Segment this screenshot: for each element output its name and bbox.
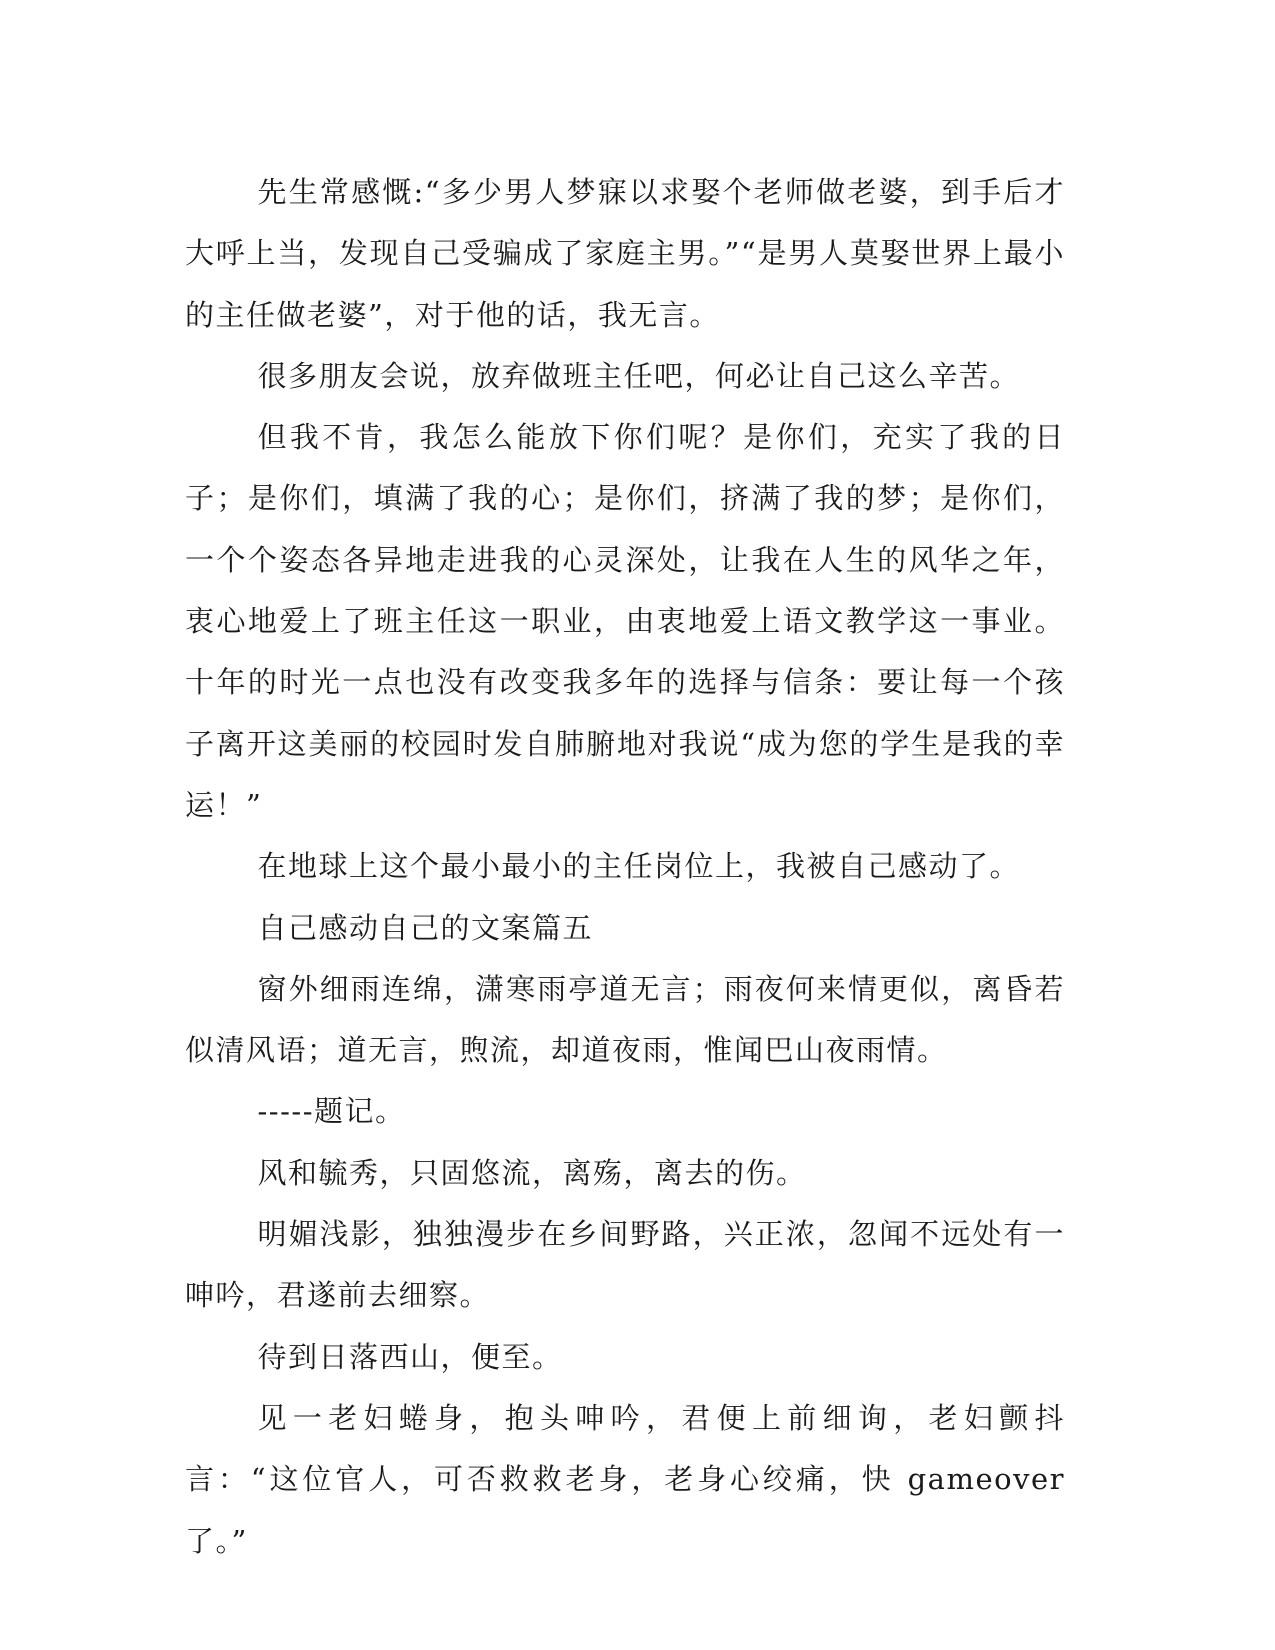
- section-heading: 自己感动自己的文案篇五: [257, 910, 594, 945]
- paragraph-6: 风和毓秀，只固悠流，离殇，离去的伤。: [257, 1155, 807, 1190]
- epigraph-note: -----题记。: [257, 1094, 406, 1129]
- paragraph-7: 明媚浅影，独独漫步在乡间野路，兴正浓，忽闻不远处有一呻吟，君遂前去细察。: [185, 1217, 1065, 1313]
- document-body: [185, 162, 1065, 1572]
- paragraph-9: 见一老妇蜷身，抱头呻吟，君便上前细询，老妇颤抖言：“这位官人，可否救救老身，老身心绞痛，快 gameover 了。”: [185, 1400, 1065, 1558]
- paragraph-2: 很多朋友会说，放弃做班主任吧，何必让自己这么辛苦。: [257, 358, 1021, 393]
- paragraph-4: 在地球上这个最小最小的主任岗位上，我被自己感动了。: [257, 849, 1021, 884]
- paragraph-8: 待到日落西山，便至。: [257, 1339, 563, 1374]
- paragraph-5: 窗外细雨连绵，潇寒雨亭道无言；雨夜何来情更似，离昏若似清风语；道无言，煦流，却道夜雨，惟闻巴山夜雨情。: [185, 971, 1065, 1068]
- paragraph-1: 先生常感慨:“多少男人梦寐以求娶个老师做老婆，到手后才大呼上当，发现自己受骗成了家庭主男。”“是男人莫娶世界上最小的主任做老婆”，对于他的话，我无言。: [185, 175, 1065, 332]
- paragraph-3: 但我不肯，我怎么能放下你们呢？是你们，充实了我的日子；是你们，填满了我的心；是你们，挤满了我的梦；是你们，一个个姿态各异地走进我的心灵深处，让我在人生的风华之年，衷心地爱上了班主任这一职业，由衷地爱上语文教学这一事业。十年的时光一点也没有改变我多年的选择与信条：要让每一个孩子离开这美丽的校园时发自肺腑地对我说“成为您的学生是我的幸运！”: [185, 420, 1065, 822]
